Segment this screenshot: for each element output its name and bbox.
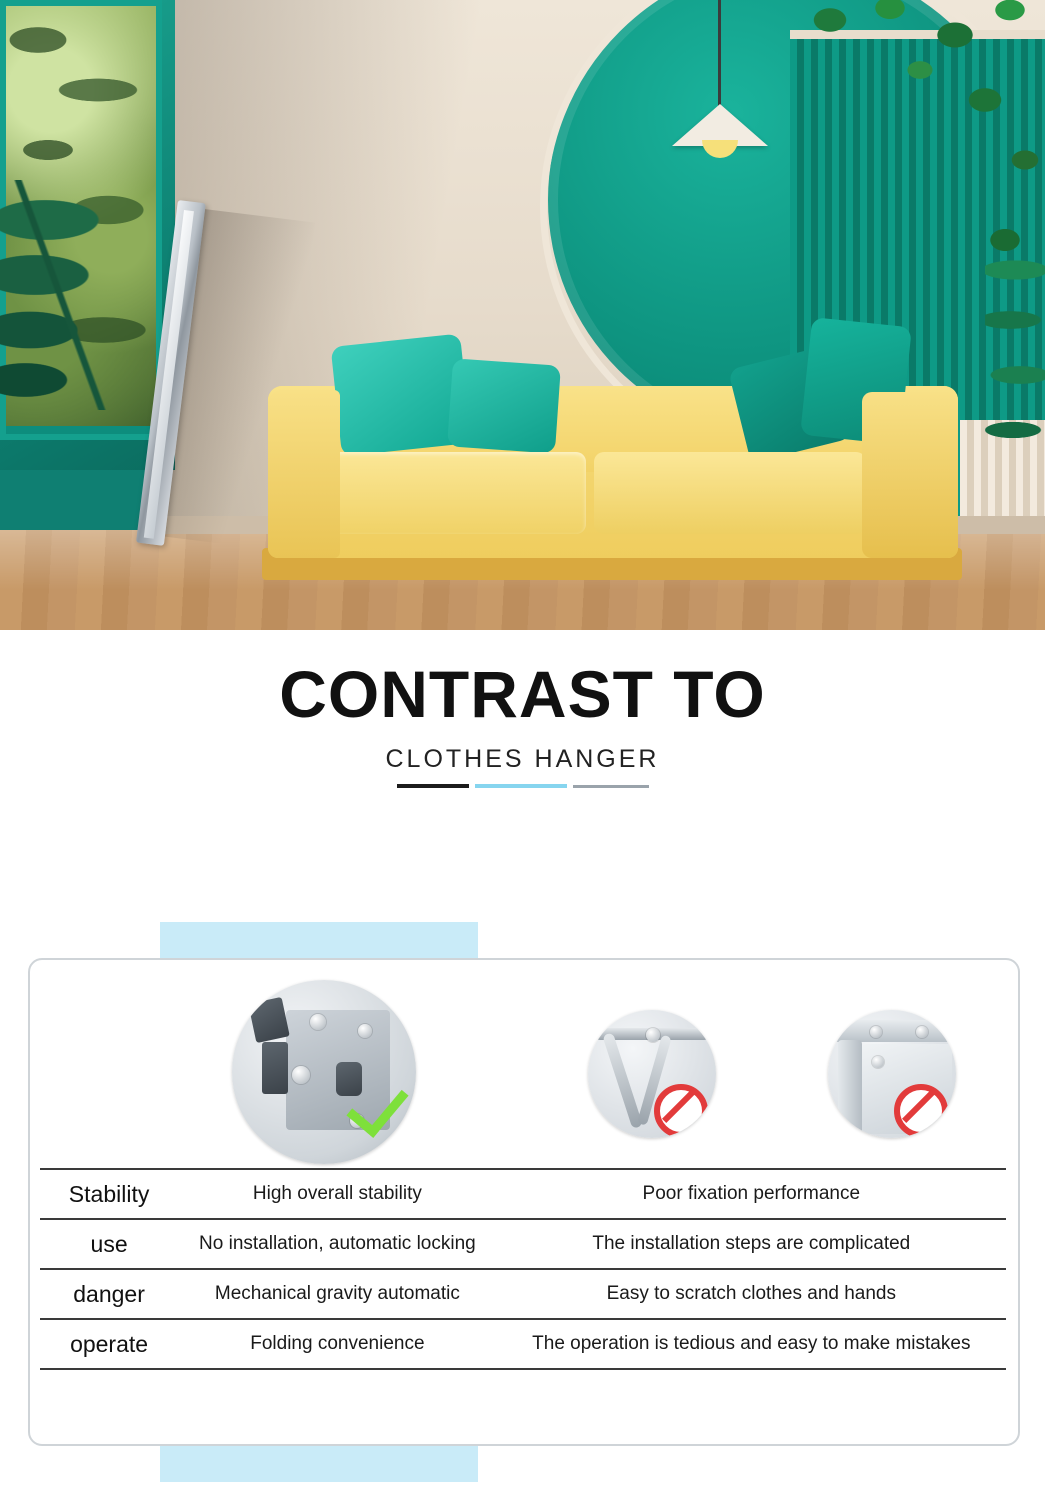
hinge-hardware-photo bbox=[232, 980, 416, 1164]
comparison-icons-row bbox=[28, 968, 1016, 1168]
rod-joint-bolt bbox=[646, 1028, 660, 1042]
row-label-use: use bbox=[40, 1219, 178, 1269]
sofa-cushion-right bbox=[594, 452, 866, 534]
pendant-cord bbox=[718, 0, 721, 108]
hinge-dark-block-1 bbox=[248, 997, 290, 1043]
title-block bbox=[0, 657, 1045, 788]
hinge-dark-block-2 bbox=[262, 1042, 288, 1094]
bracket-bolt-3 bbox=[872, 1056, 884, 1068]
row-label-operate: operate bbox=[40, 1319, 178, 1369]
row-theirs-operate: The operation is tedious and easy to make mistakes bbox=[497, 1319, 1006, 1369]
page-title: CONTRAST TO bbox=[279, 657, 766, 731]
row-ours-operate: Folding convenience bbox=[178, 1319, 496, 1369]
banana-leaf bbox=[0, 180, 135, 410]
rule-segment-blue bbox=[475, 784, 567, 788]
rule-segment-grey bbox=[573, 785, 649, 788]
sofa-arm-right bbox=[862, 392, 958, 558]
bracket-bolt-1 bbox=[870, 1026, 882, 1038]
table-row bbox=[40, 1219, 1006, 1269]
bracket-bolt-2 bbox=[916, 1026, 928, 1038]
row-label-stability: Stability bbox=[40, 1169, 178, 1219]
bracket-top-bar bbox=[834, 1020, 952, 1042]
table-row bbox=[40, 1319, 1006, 1369]
hinge-bolt-2 bbox=[358, 1024, 372, 1038]
comparison-table bbox=[40, 1168, 1006, 1370]
page-subtitle: CLOTHES HANGER bbox=[385, 745, 660, 774]
pillow-teal-2 bbox=[447, 358, 561, 453]
hero-image bbox=[0, 0, 1045, 630]
row-theirs-stability: Poor fixation performance bbox=[497, 1169, 1006, 1219]
table-row bbox=[40, 1269, 1006, 1319]
bracket-corner-photo bbox=[828, 1010, 956, 1138]
prohibited-icon bbox=[654, 1084, 708, 1138]
title-rule bbox=[0, 784, 1045, 788]
table-row bbox=[40, 1169, 1006, 1219]
row-ours-stability: High overall stability bbox=[178, 1169, 496, 1219]
rod-joint-photo bbox=[588, 1010, 716, 1138]
bracket-left-post bbox=[838, 1040, 862, 1134]
hinge-bolt-1 bbox=[310, 1014, 326, 1030]
row-theirs-use: The installation steps are complicated bbox=[497, 1219, 1006, 1269]
right-plant bbox=[985, 250, 1045, 480]
sofa-cushion-left bbox=[318, 452, 586, 534]
prohibited-icon-2 bbox=[894, 1084, 948, 1138]
row-ours-use: No installation, automatic locking bbox=[178, 1219, 496, 1269]
rod-diagonal-left bbox=[602, 1032, 643, 1129]
row-ours-danger: Mechanical gravity automatic bbox=[178, 1269, 496, 1319]
hinge-bolt-3 bbox=[292, 1066, 310, 1084]
row-theirs-danger: Easy to scratch clothes and hands bbox=[497, 1269, 1006, 1319]
rule-segment-dark bbox=[397, 784, 469, 788]
row-label-danger: danger bbox=[40, 1269, 178, 1319]
hinge-slot bbox=[336, 1062, 362, 1096]
